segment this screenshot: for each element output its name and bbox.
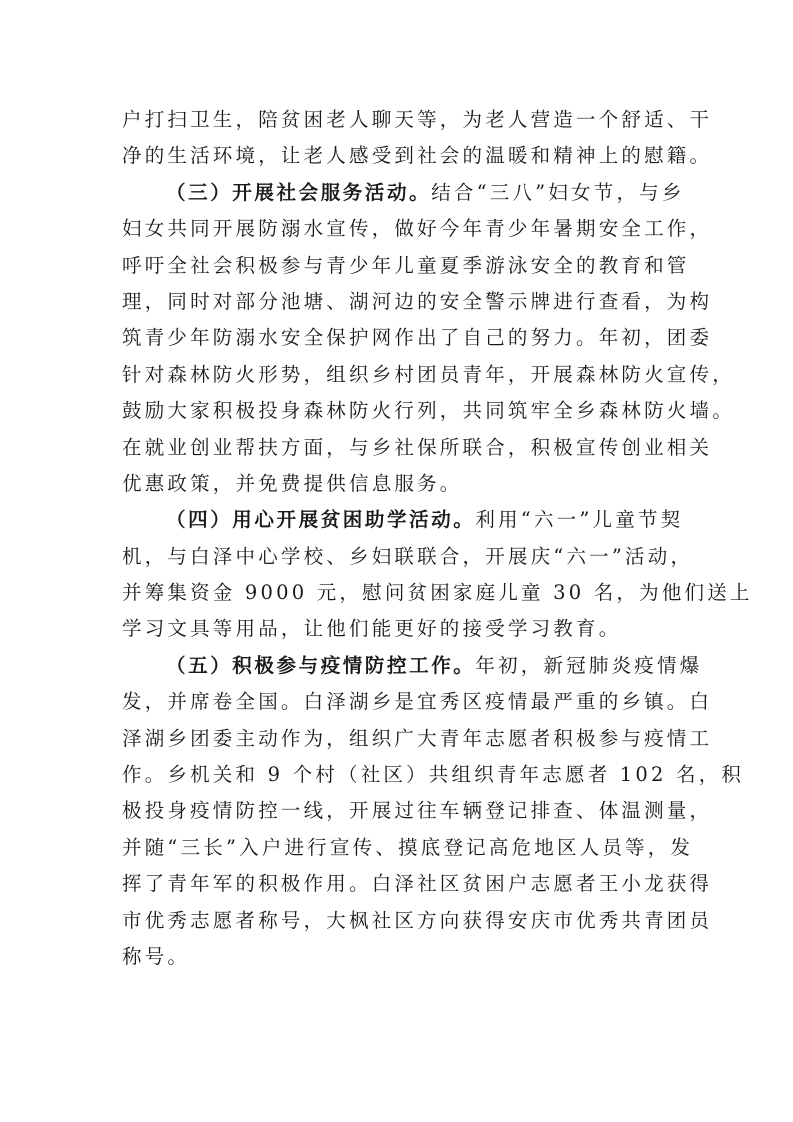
text-line: 机，与白泽中心学校、乡妇联联合，开展庆“六一”活动， (122, 544, 694, 568)
text-line: 学习文具等用品，让他们能更好的接受学习教育。 (122, 617, 622, 641)
text-line: 极投身疫情防控一线，开展过往车辆登记排查、体温测量， (122, 799, 713, 823)
text-line: 针对森林防火形势，组织乡村团员青年，开展森林防火宣传， (122, 362, 735, 386)
section-heading-3: （三）开展社会服务活动。 (166, 180, 432, 204)
text-fragment: 年初，新冠肺炎疫情爆 (475, 653, 703, 677)
section-heading-5: （五）积极参与疫情防控工作。 (166, 653, 476, 677)
text-line: 呼吁全社会积极参与青少年儿童夏季游泳安全的教育和管 (122, 253, 690, 277)
text-line: 作。乡机关和 9 个村（社区）共组织青年志愿者 102 名，积 (122, 763, 745, 787)
text-line: 鼓励大家积极投身森林防火行列，共同筑牢全乡森林防火墙。 (122, 399, 735, 423)
text-line: 在就业创业帮扶方面，与乡社保所联合，积极宣传创业相关 (122, 435, 713, 459)
text-fragment: 结合“三八”妇女节，与乡 (431, 180, 685, 204)
paragraph-social-services (122, 175, 735, 503)
text-line: 筑青少年防溺水安全保护网作出了自己的努力。年初，团委 (122, 326, 713, 350)
paragraph-elderly-care (122, 102, 713, 175)
text-line: 发，并席卷全国。白泽湖乡是宜秀区疫情最严重的乡镇。白 (122, 690, 713, 714)
text-line: 挥了青年军的积极作用。白泽社区贫困户志愿者王小龙获得 (122, 872, 713, 896)
text-line: 户打扫卫生，陪贫困老人聊天等，为老人营造一个舒适、干 (122, 108, 713, 131)
text-line (122, 175, 685, 211)
text-line: 妇女共同开展防溺水宣传，做好今年青少年暑期安全工作， (122, 217, 713, 241)
text-line: 净的生活环境，让老人感受到社会的温暖和精神上的慰籍。 (122, 144, 713, 168)
text-line: 泽湖乡团委主动作为，组织广大青年志愿者积极参与疫情工 (122, 726, 713, 750)
text-line: 理，同时对部分池塘、湖河边的安全警示牌进行查看，为构 (122, 289, 713, 313)
text-line: 并筹集资金 9000 元，慰问贫困家庭儿童 30 名，为他们送上 (122, 581, 753, 605)
text-line: 优惠政策，并免费提供信息服务。 (122, 471, 463, 495)
text-line (122, 502, 684, 538)
text-line (122, 648, 703, 684)
section-heading-4: （四）用心开展贫困助学活动。 (166, 508, 476, 532)
text-fragment: 利用“六一”儿童节契 (475, 508, 684, 532)
paragraph-poverty-education (122, 502, 753, 648)
text-line: 并随“三长”入户进行宣传、摸底登记高危地区人员等，发 (122, 835, 694, 859)
text-line: 称号。 (122, 944, 191, 968)
text-line: 市优秀志愿者称号，大枫社区方向获得安庆市优秀共青团员 (122, 908, 713, 932)
paragraph-epidemic-control (122, 648, 745, 976)
document-body (122, 102, 753, 975)
